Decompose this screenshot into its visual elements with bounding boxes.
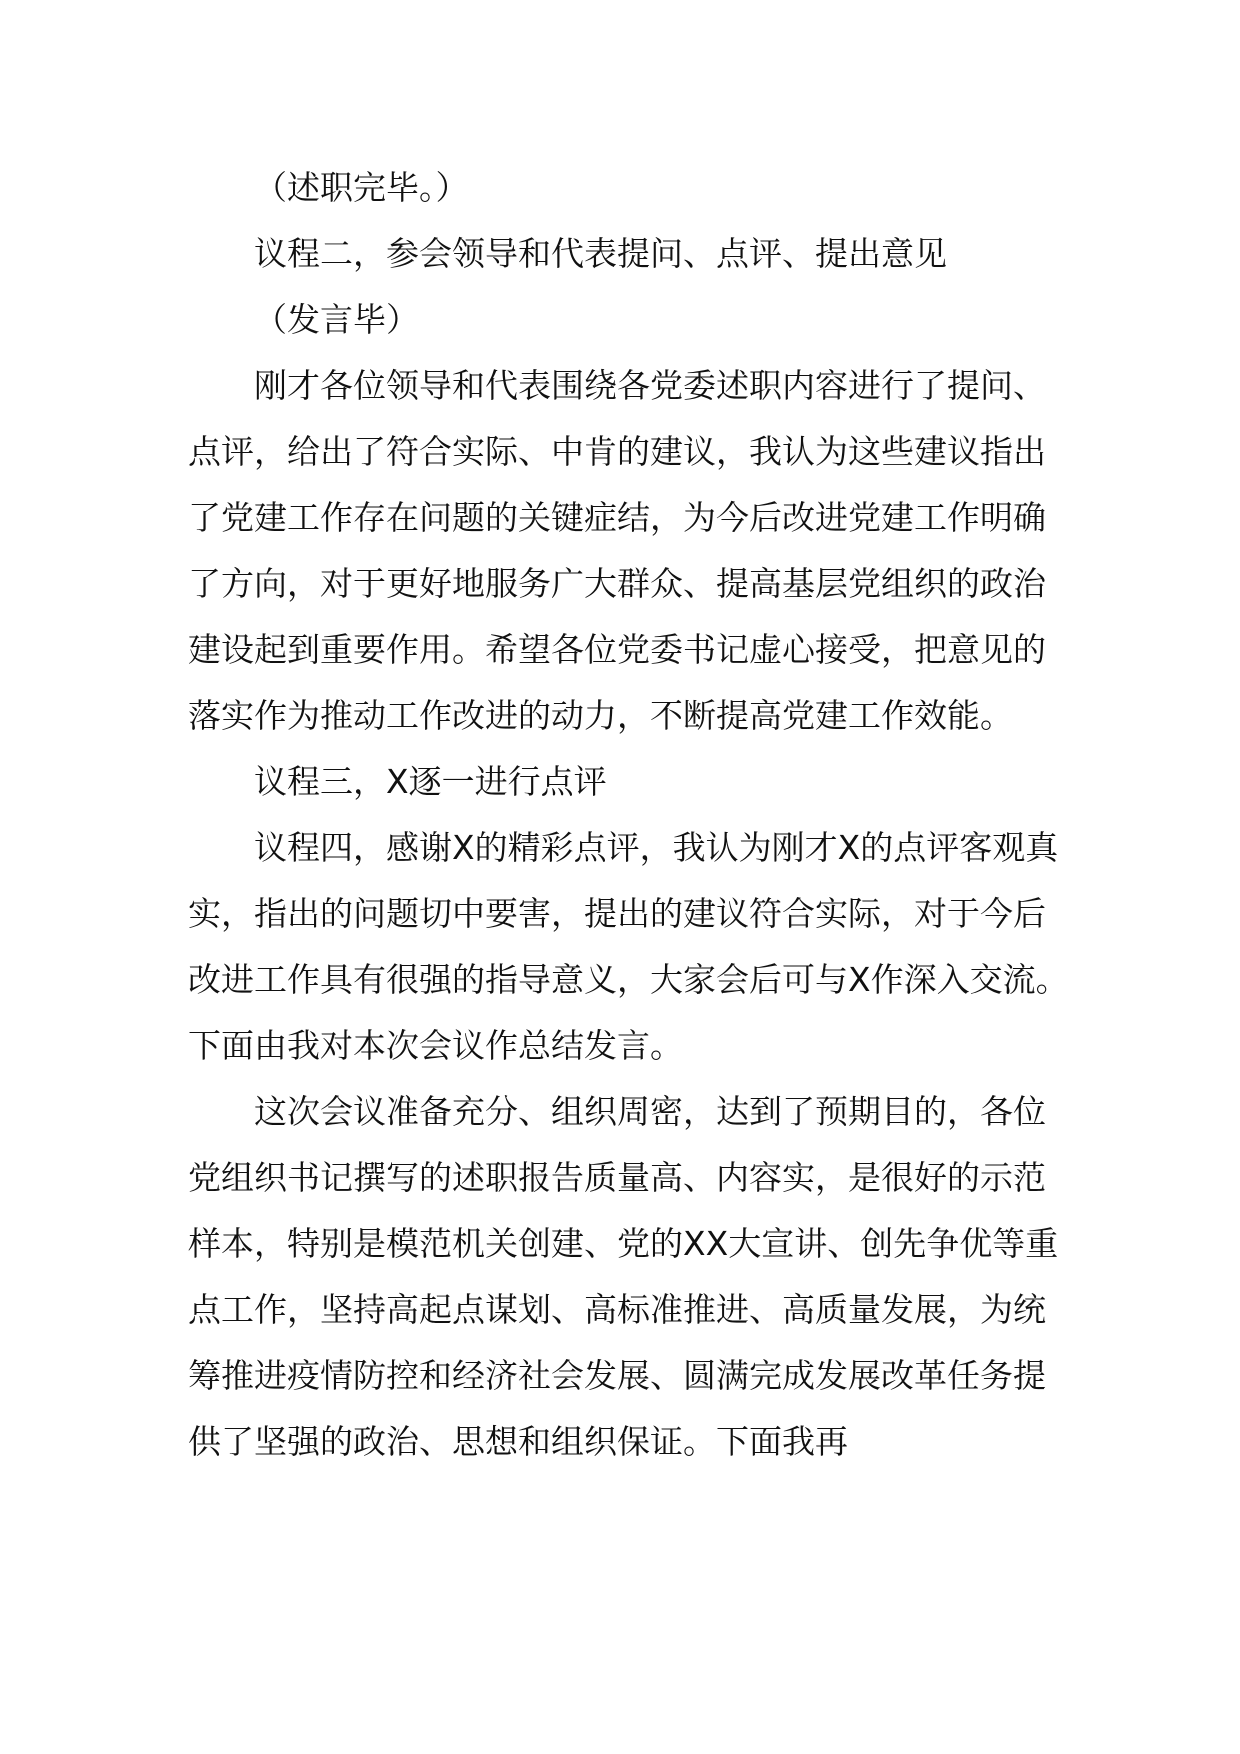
paragraph-report-end: （述职完毕。） [254,168,469,207]
document-body [188,155,1070,1475]
paragraph-agenda-three: 议程三，X逐一进行点评 [254,762,607,801]
paragraph-meeting-summary: 这次会议准备充分、组织周密，达到了预期目的，各位党组织书记撰写的述职报告质量高、内容实，是很好的示范样本，特别是模范机关创建、党的XX大宣讲、创先争优等重点工作，坚持高起点谋划、高标准推进、高质量发展，为统筹推进疫情防控和经济社会发展、圆满完成发展改革任务提供了坚强的政治、思想和组织保证。下面我再 [188,1092,1059,1461]
paragraph-agenda-two: 议程二，参会领导和代表提问、点评、提出意见 [254,234,947,273]
paragraph-feedback-summary: 刚才各位领导和代表围绕各党委述职内容进行了提问、点评，给出了符合实际、中肯的建议，我认为这些建议指出了党建工作存在问题的关键症结，为今后改进党建工作明确了方向，对于更好地服务广大群众、提高基层党组织的政治建设起到重要作用。希望各位党委书记虚心接受，把意见的落实作为推动工作改进的动力，不断提高党建工作效能。 [188,366,1046,735]
paragraph-agenda-four: 议程四，感谢X的精彩点评，我认为刚才X的点评客观真实，指出的问题切中要害，提出的建议符合实际，对于今后改进工作具有很强的指导意义，大家会后可与X作深入交流。下面由我对本次会议作总结发言。 [188,828,1069,1065]
paragraph-speech-end: （发言毕） [254,300,419,339]
